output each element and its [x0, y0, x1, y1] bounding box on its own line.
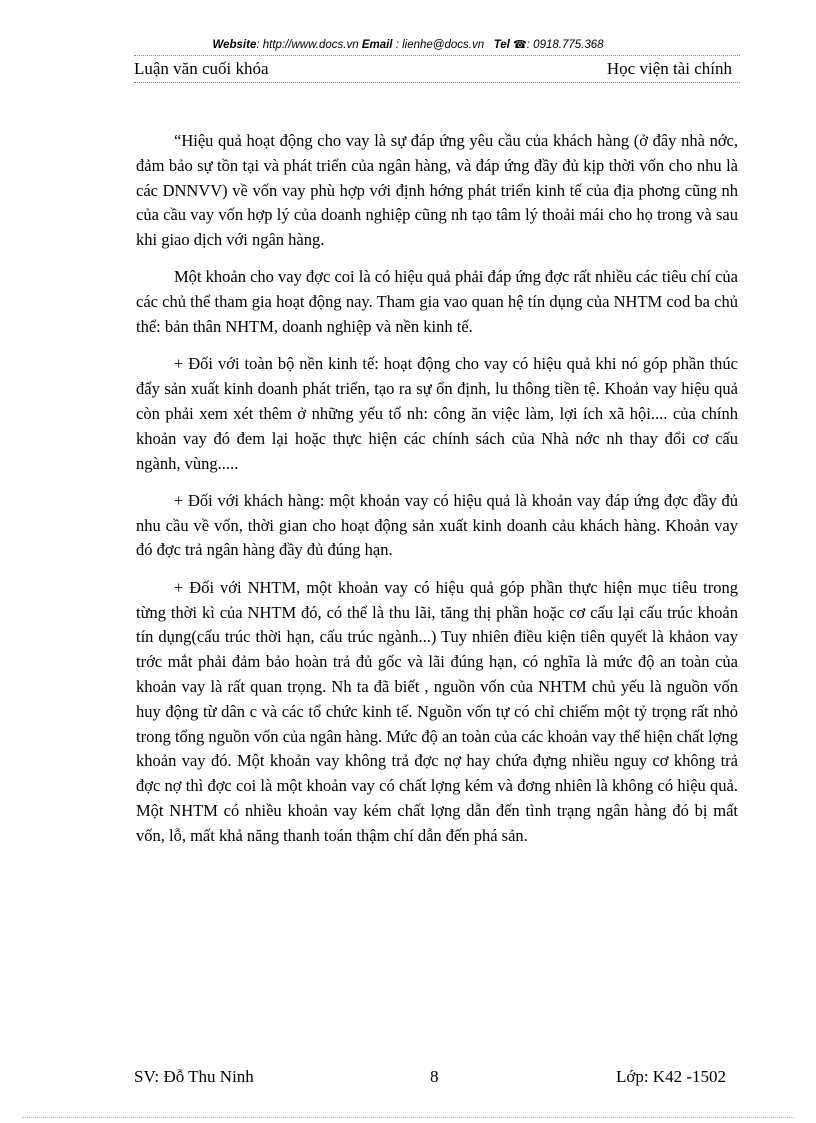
email-value: : lienhe@docs.vn — [392, 39, 485, 51]
page-number: 8 — [430, 1067, 439, 1086]
footer-class: Lớp: K42 -1502 — [615, 1067, 726, 1086]
header-right: Học viện tài chính — [606, 59, 732, 78]
tel-value: : 0918.775.368 — [526, 39, 604, 51]
header-left: Luận văn cuối khóa — [134, 59, 269, 78]
paragraph: + Đối với khách hàng: một khoản vay có hiệu quả là khoản vay đáp ứng đợc đầy đủ nhu cầu về vốn, thời gian cho hoạt động sản xuất kinh doanh cảu khách hàng. Khoản vay đó đợc trả ngân hàng đầy đủ đúng hạn. — [136, 490, 738, 560]
paragraph: “Hiệu quả hoạt động cho vay là sự đáp ứng yêu cầu của khách hàng (ở đây nhà nớc, đảm bảo sự tồn tại và phát triển của ngân hàng, và đáp ứng đầy đủ kịp thời vốn cho nhu là các DNNVV) về vốn vay phù hợp với định hớng phát triển kinh tế của địa phơng cũng nh của cầu vay vốn hợp lý của doanh nghiệp cũng nh tạo tâm lý thoải mái cho họ trong và sau khi giao dịch với ngân hàng. — [136, 131, 738, 250]
document-body — [136, 129, 738, 861]
bottom-divider — [22, 1117, 794, 1118]
email-label: Email — [361, 39, 393, 51]
footer-student: SV: Đỗ Thu Ninh — [134, 1067, 254, 1086]
paragraph: Một khoản cho vay đợc coi là có hiệu quả phải đáp ứng đợc rất nhiều các tiêu chí của các chủ thể tham gia hoạt động nay. Tham gia vao quan hệ tín dụng của NHTM cod ba chủ thể: bản thân NHTM, doanh nghiệp và nền kinh tế. — [136, 267, 738, 337]
paragraph: + Đối với NHTM, một khoản vay có hiệu quả góp phần thực hiện mục tiêu trong từng thời kì của NHTM đó, có thể là thu lãi, tăng thị phần hoặc cơ cấu lại cấu trúc khoản tín dụng(cấu trúc thời hạn, cấu trúc ngành...) Tuy nhiên điều kiện tiên quyết là khảon vay trớc mắt phải đảm bảo hoàn trả đủ gốc và lãi đúng hạn, có nghĩa là mức độ an toàn của khoản vay là rất quan trọng. Nh ta đã biết , nguồn vốn của NHTM chủ yếu là nguồn vốn huy động từ dân c và các tổ chức kinh tế. Nguồn vốn tự có chỉ chiếm một tỷ trọng rất nhỏ trong tổng nguồn vốn của ngân hàng. Mức độ an toàn của các khoản vay thể hiện chất lợng khoản vay đó. Một khoản vay không trả đợc nợ hay chứa đựng nhiều nguy cơ không trả đợc nợ thì đợc coi là một khoản vay có chất lợng kém và đơng nhiên là không có hiệu quả. Một NHTM có nhiều khoản vay kém chất lợng dẫn đến tình trạng ngân hàng đó bị mất vốn, lỗ, mất khả năng thanh toán thậm chí dẫn đến phá sản. — [136, 577, 738, 845]
header-divider — [134, 82, 740, 83]
paragraph: + Đối với toàn bộ nền kinh tế: hoạt động cho vay có hiệu quả khi nó góp phần thúc đẩy sản xuất kinh doanh phát triển, tạo ra sự ổn định, lu thông tiền tệ. Khoản vay hiệu quả còn phải xem xét thêm ở những yếu tố nh: công ăn việc làm, lợi ích xã hội.... của chính khoản vay đó đem lại hoặc thực hiện các chính sách của Nhà nớc nh thay đổi cơ cấu ngành, vùng..... — [136, 354, 738, 473]
website-value: : http://www.docs.vn — [256, 39, 359, 51]
banner-divider — [134, 55, 740, 56]
tel-label: Tel — [493, 39, 510, 51]
website-banner — [0, 38, 816, 51]
phone-icon: ☎ — [513, 39, 527, 51]
website-label: Website — [212, 39, 257, 51]
